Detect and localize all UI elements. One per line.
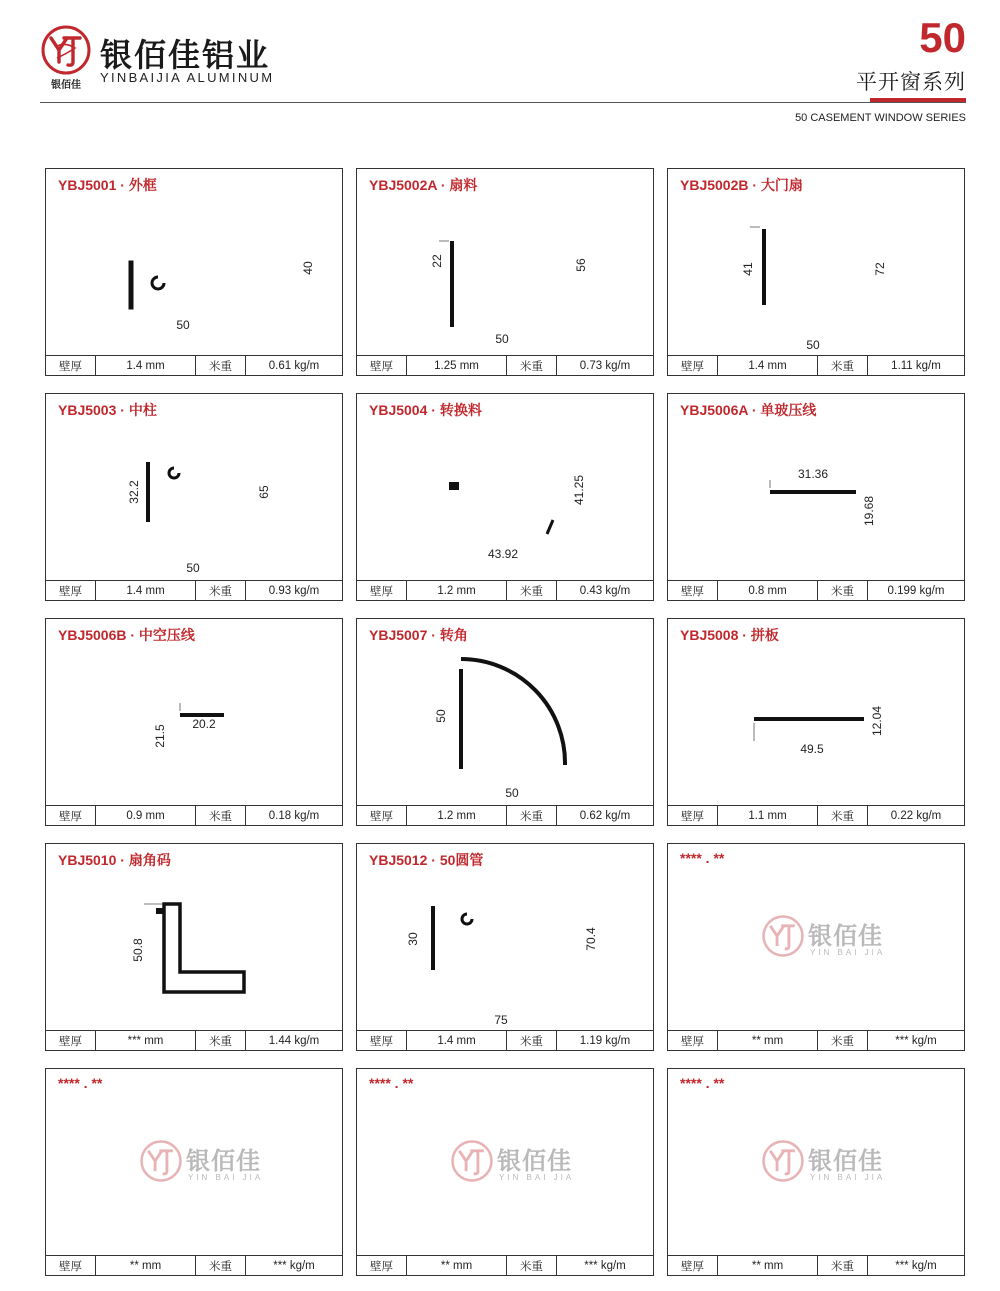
thickness-value: 1.4 mm (407, 1031, 507, 1050)
dimension-label: 50 (176, 318, 190, 332)
profile-section-svg (668, 394, 964, 582)
weight-label: 米重 (818, 806, 868, 825)
thickness-label: 壁厚 (46, 1256, 96, 1275)
brand-name-cn: 银佰佳铝业 (100, 37, 271, 73)
spec-row (46, 805, 342, 825)
thickness-value: ** mm (718, 1256, 818, 1275)
watermark-cn: 银佰佳 (497, 1148, 572, 1175)
thickness-value: 0.9 mm (96, 806, 196, 825)
profile-section-svg (668, 619, 964, 807)
spec-row (46, 1030, 342, 1050)
weight-label: 米重 (818, 1031, 868, 1050)
profile-title: YBJ5008 · 拼板 (680, 627, 779, 643)
profile-card (356, 393, 654, 601)
profile-section-svg (357, 394, 653, 582)
thickness-value: 1.2 mm (407, 806, 507, 825)
spec-row (668, 1255, 964, 1275)
profile-section-svg (357, 844, 653, 1032)
profile-drawing (357, 169, 653, 357)
profile-card (45, 393, 343, 601)
watermark-en: YIN BAI JIA (810, 948, 886, 957)
dimension-label: 41 (741, 262, 755, 276)
thickness-value: 1.4 mm (96, 581, 196, 600)
thickness-label: 壁厚 (357, 356, 407, 375)
watermark (668, 1069, 964, 1257)
weight-label: 米重 (196, 581, 246, 600)
profile-drawing (668, 619, 964, 807)
profile-drawing (46, 394, 342, 582)
ybj-watermark-icon (761, 914, 805, 958)
thickness-label: 壁厚 (668, 1256, 718, 1275)
weight-label: 米重 (507, 806, 557, 825)
weight-label: 米重 (818, 356, 868, 375)
watermark-en: YIN BAI JIA (188, 1173, 264, 1182)
profile-drawing (668, 169, 964, 357)
thickness-label: 壁厚 (46, 806, 96, 825)
dimension-label: 75 (494, 1013, 508, 1027)
page-header (0, 0, 1000, 135)
logo-subtitle: 银佰佳 (51, 80, 81, 91)
profile-section-svg (357, 619, 653, 807)
series-title-cn: 平开窗系列 (856, 71, 966, 94)
profile-drawing (357, 844, 653, 1032)
thickness-value: 1.1 mm (718, 806, 818, 825)
series-title-en: 50 CASEMENT WINDOW SERIES (795, 112, 966, 124)
profile-card (356, 843, 654, 1051)
dimension-label: 32.2 (127, 480, 141, 504)
weight-value: 1.19 kg/m (579, 1034, 631, 1047)
profile-title: YBJ5004 · 转换料 (369, 402, 482, 418)
profile-card (667, 843, 965, 1051)
weight-value: 0.73 kg/m (579, 359, 631, 372)
thickness-value: 1.25 mm (407, 356, 507, 375)
ybj-logo-icon (40, 24, 92, 76)
dimension-label: 41.25 (572, 474, 586, 506)
dimension-label: 21.5 (153, 724, 167, 748)
thickness-value: *** mm (96, 1031, 196, 1050)
profile-title: YBJ5012 · 50圆管 (369, 852, 484, 868)
profile-card (45, 1068, 343, 1276)
watermark (46, 1069, 342, 1257)
spec-row (357, 580, 653, 600)
profile-drawing (668, 394, 964, 582)
profile-drawing (46, 619, 342, 807)
weight-value: 0.18 kg/m (268, 809, 320, 822)
thickness-label: 壁厚 (46, 356, 96, 375)
dimension-label: 22 (430, 254, 444, 268)
weight-value: 0.61 kg/m (268, 359, 320, 372)
watermark-cn: 银佰佳 (808, 923, 883, 950)
thickness-label: 壁厚 (668, 356, 718, 375)
profile-title: YBJ5010 · 扇角码 (58, 852, 171, 868)
watermark (357, 1069, 653, 1257)
dimension-label: 19.68 (862, 495, 876, 527)
ybj-watermark-icon (139, 1139, 183, 1183)
profile-section-svg (357, 169, 653, 357)
dimension-label: 49.5 (800, 742, 824, 756)
spec-row (668, 1030, 964, 1050)
series-number: 50 (919, 14, 966, 61)
thickness-label: 壁厚 (46, 581, 96, 600)
profile-card (356, 618, 654, 826)
profile-card (667, 168, 965, 376)
spec-row (46, 355, 342, 375)
weight-label: 米重 (507, 581, 557, 600)
weight-label: 米重 (507, 1256, 557, 1275)
profile-section-svg (46, 169, 342, 357)
profile-section-svg (668, 169, 964, 357)
weight-value: *** kg/m (273, 1259, 315, 1272)
weight-value: 1.44 kg/m (268, 1034, 320, 1047)
watermark-cn: 银佰佳 (186, 1148, 261, 1175)
watermark-cn: 银佰佳 (808, 1148, 883, 1175)
profile-title: YBJ5003 · 中柱 (58, 402, 157, 418)
dimension-label: 31.36 (797, 467, 829, 481)
weight-label: 米重 (818, 581, 868, 600)
profile-section-svg (46, 844, 342, 1032)
profile-title: YBJ5006B · 中空压线 (58, 627, 195, 643)
weight-value: 1.11 kg/m (891, 359, 941, 372)
spec-row (46, 1255, 342, 1275)
thickness-value: ** mm (718, 1031, 818, 1050)
thickness-value: ** mm (407, 1256, 507, 1275)
dimension-label: 43.92 (487, 547, 519, 561)
profile-drawing (357, 619, 653, 807)
profile-title: YBJ5007 · 转角 (369, 627, 468, 643)
profile-title: YBJ5002B · 大门扇 (680, 177, 803, 193)
profile-card (356, 168, 654, 376)
spec-row (357, 805, 653, 825)
header-divider (40, 102, 966, 103)
spec-row (357, 355, 653, 375)
dimension-label: 50 (505, 786, 519, 800)
watermark-en: YIN BAI JIA (499, 1173, 575, 1182)
weight-value: *** kg/m (895, 1034, 937, 1047)
weight-label: 米重 (196, 1031, 246, 1050)
spec-row (668, 805, 964, 825)
profile-title: **** . ** (680, 850, 725, 866)
thickness-label: 壁厚 (357, 581, 407, 600)
dimension-label: 50.8 (131, 938, 145, 962)
weight-label: 米重 (196, 1256, 246, 1275)
profile-title: YBJ5006A · 单玻压线 (680, 402, 817, 418)
weight-value: 0.199 kg/m (887, 584, 945, 597)
dimension-label: 72 (873, 262, 887, 276)
profile-card (45, 618, 343, 826)
weight-value: *** kg/m (584, 1259, 626, 1272)
thickness-value: ** mm (96, 1256, 196, 1275)
dimension-label: 50 (434, 709, 448, 723)
profile-title: YBJ5002A · 扇料 (369, 177, 478, 193)
profile-card (667, 393, 965, 601)
weight-value: 0.22 kg/m (890, 809, 942, 822)
dimension-label: 20.2 (192, 717, 216, 731)
spec-row (357, 1255, 653, 1275)
thickness-label: 壁厚 (46, 1031, 96, 1050)
weight-label: 米重 (507, 356, 557, 375)
spec-row (357, 1030, 653, 1050)
thickness-value: 1.2 mm (407, 581, 507, 600)
weight-label: 米重 (196, 356, 246, 375)
thickness-label: 壁厚 (668, 1031, 718, 1050)
profile-card (667, 618, 965, 826)
brand-name-en: YINBAIJIA ALUMINUM (100, 70, 275, 85)
weight-value: 0.43 kg/m (579, 584, 631, 597)
weight-value: *** kg/m (895, 1259, 937, 1272)
profile-section-svg (46, 619, 342, 807)
weight-label: 米重 (196, 806, 246, 825)
spec-row (668, 580, 964, 600)
profile-drawing (46, 169, 342, 357)
dimension-label: 12.04 (870, 705, 884, 737)
dimension-label: 70.4 (584, 927, 598, 951)
dimension-label: 50 (806, 338, 820, 352)
profile-title: **** . ** (369, 1075, 414, 1091)
thickness-label: 壁厚 (357, 1031, 407, 1050)
dimension-label: 50 (495, 332, 509, 346)
thickness-value: 1.4 mm (718, 356, 818, 375)
spec-row (46, 580, 342, 600)
profile-card (667, 1068, 965, 1276)
dimension-label: 30 (406, 932, 420, 946)
profile-section-svg (46, 394, 342, 582)
profile-drawing (357, 394, 653, 582)
thickness-label: 壁厚 (357, 806, 407, 825)
profile-title: **** . ** (58, 1075, 103, 1091)
dimension-label: 65 (257, 485, 271, 499)
profile-card (45, 843, 343, 1051)
ybj-watermark-icon (761, 1139, 805, 1183)
weight-value: 0.62 kg/m (579, 809, 631, 822)
profile-drawing (46, 844, 342, 1032)
profile-card (356, 1068, 654, 1276)
thickness-label: 壁厚 (668, 806, 718, 825)
dimension-label: 40 (301, 261, 315, 275)
thickness-label: 壁厚 (668, 581, 718, 600)
dimension-label: 50 (186, 561, 200, 575)
thickness-value: 0.8 mm (718, 581, 818, 600)
weight-label: 米重 (818, 1256, 868, 1275)
watermark (668, 844, 964, 1032)
profile-title: **** . ** (680, 1075, 725, 1091)
thickness-value: 1.4 mm (96, 356, 196, 375)
watermark-en: YIN BAI JIA (810, 1173, 886, 1182)
profile-card (45, 168, 343, 376)
profile-title: YBJ5001 · 外框 (58, 177, 157, 193)
weight-value: 0.93 kg/m (268, 584, 320, 597)
weight-label: 米重 (507, 1031, 557, 1050)
ybj-watermark-icon (450, 1139, 494, 1183)
thickness-label: 壁厚 (357, 1256, 407, 1275)
dimension-label: 56 (574, 258, 588, 272)
spec-row (668, 355, 964, 375)
